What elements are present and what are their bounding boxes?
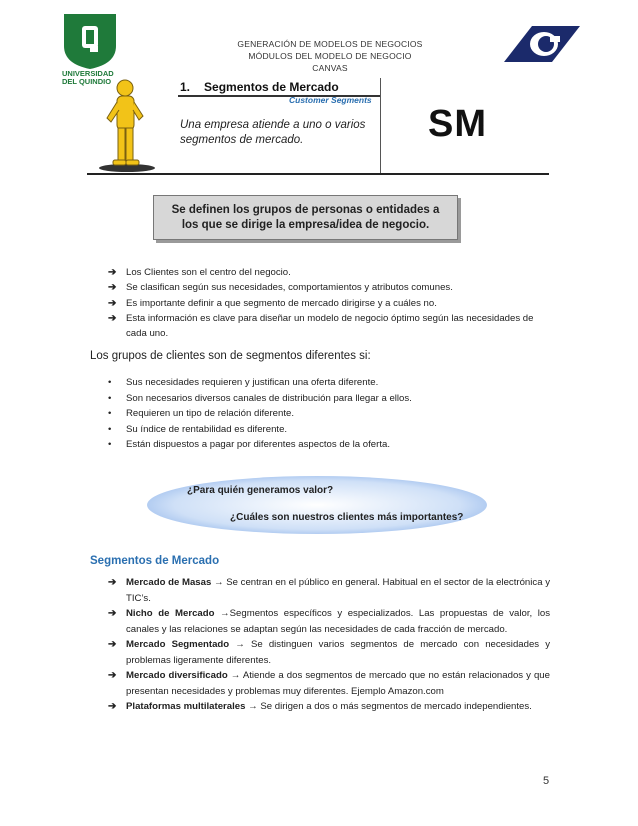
segments-heading: Segmentos de Mercado (90, 555, 220, 567)
bullet-icon: • (108, 423, 112, 435)
criteria-list (108, 375, 538, 453)
question-cloud (145, 474, 490, 536)
segment-item: ➔ Mercado de Masas → Se centran en el público en general. Habitual en el sector de la electrónica y TIC’s. (108, 575, 550, 606)
header-rule (87, 173, 549, 175)
section-tagline: Una empresa atiende a uno o varios segmentos de mercado. (180, 119, 366, 146)
institution-logo (502, 22, 582, 70)
list-item: • Están dispuestos a pagar por diferentes aspectos de la oferta. (108, 437, 538, 453)
section-title (180, 80, 339, 94)
segments-list (108, 575, 550, 715)
list-item: ➔ Se clasifican según sus necesidades, comportamientos y atributos comunes. (108, 280, 548, 295)
bullet-icon: • (108, 392, 112, 404)
list-item: • Sus necesidades requieren y justifican una oferta diferente. (108, 375, 538, 391)
bullet-icon: • (108, 439, 112, 450)
arrow-icon: ➔ (108, 577, 117, 588)
segment-item: ➔ Plataformas multilaterales → Se dirigen a dos o más segmentos de mercado independientes. (108, 699, 550, 715)
list-item: ➔ Es importante definir a que segmento de mercado dirigirse y a cuáles no. (108, 296, 548, 311)
intro-paragraph: Los grupos de clientes son de segmentos diferentes si: (90, 350, 371, 362)
section-subtitle: Customer Segments (289, 95, 372, 105)
arrow-icon: ➔ (108, 670, 117, 681)
university-logo (60, 12, 120, 70)
cloud-question-2: ¿Cuáles son nuestros clientes más importantes? (230, 512, 464, 523)
list-item: • Son necesarios diversos canales de distribución para llegar a ellos. (108, 391, 538, 407)
segment-item: ➔ Nicho de Mercado →Segmentos específicos y especializados. Las propuestas de valor, los canales y las relaciones se adaptan según las necesidades de cada fracción de mercado. (108, 606, 550, 637)
list-item: • Requieren un tipo de relación diferente. (108, 406, 538, 422)
arrow-icon: ➔ (108, 701, 117, 712)
segment-item: ➔ Mercado Segmentado → Se distinguen varios segmentos de mercado con necesidades y problemas ligeramente diferentes. (108, 637, 550, 668)
cloud-question-1: ¿Para quién generamos valor? (187, 485, 334, 496)
arrow-icon: ➔ (108, 282, 117, 294)
bullet-icon: • (108, 408, 112, 419)
list-item: ➔ Esta información es clave para diseñar un modelo de negocio óptimo según las necesidades de cada uno. (108, 311, 548, 342)
bullet-icon: • (108, 377, 112, 388)
arrow-icon: ➔ (108, 608, 117, 619)
page-number: 5 (543, 775, 550, 787)
arrow-icon: ➔ (108, 297, 117, 309)
university-logo-text: UNIVERSIDAD DEL QUINDIO (62, 69, 114, 86)
list-item: ➔ Los Clientes son el centro del negocio. (108, 265, 548, 280)
segment-item: ➔ Mercado diversificado → Atiende a dos segmentos de mercado que no están relacionados y que presentan necesidades y problemas muy diferentes. Ejemplo Amazon.com (108, 668, 550, 699)
definition-callout: Se definen los grupos de personas o entidades a los que se dirige la empresa/idea de negocio. (153, 195, 458, 240)
arrow-icon: ➔ (108, 312, 117, 324)
section-acronym: SM (428, 103, 487, 145)
arrow-icon: ➔ (108, 267, 117, 278)
arrow-icon: ➔ (108, 639, 117, 650)
list-item: • Su índice de rentabilidad es diferente. (108, 422, 538, 438)
section-number: 1. (180, 80, 191, 94)
document-title: GENERACIÓN DE MODELOS DE NEGOCIOS MÓDULOS DEL MODELO DE NEGOCIO CANVAS (237, 39, 423, 73)
header-divider (380, 78, 381, 173)
section-title-text: Segmentos de Mercado (204, 80, 339, 94)
person-figure-illustration (95, 78, 157, 173)
key-points-list (108, 265, 548, 341)
